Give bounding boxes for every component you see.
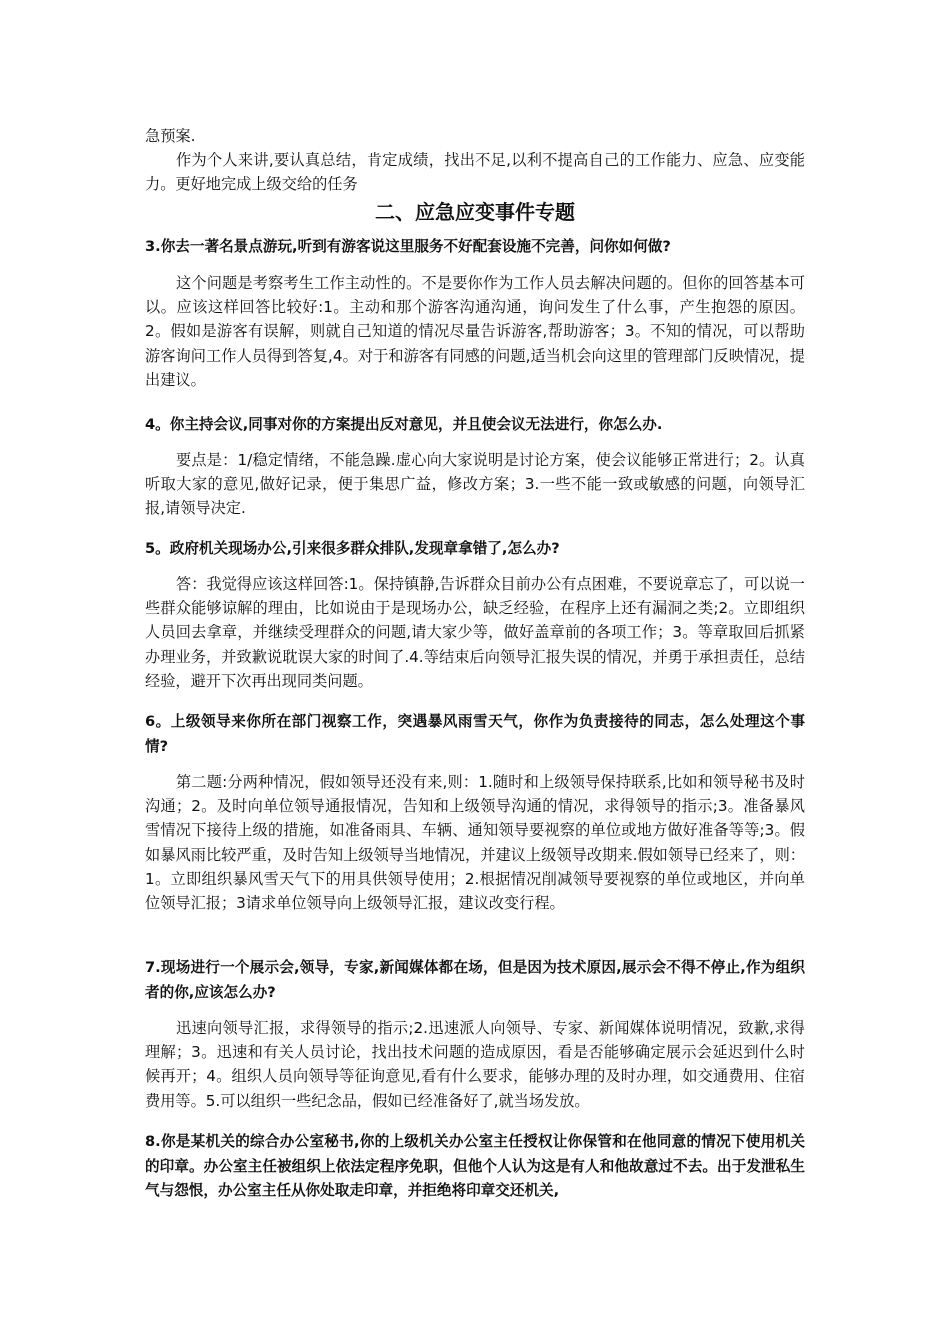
answer-6: 第二题:分两种情况，假如领导还没有来,则：1.随时和上级领导保持联系,比如和领导秘书及时沟通；2。及时向单位领导通报情况，告知和上级领导沟通的情况，求得领导的指示;3。准备暴风雪情况下接待上级的措施，如准备雨具、车辆、通知领导要视察的单位或地方做好准备等等;3。假如暴风雨比较严重，及时告知上级领导当地情况，并建议上级领导改期来.假如领导已经来了，则：1。立即组织暴风雪天气下的用具供领导使用；2.根据情况削减领导要视察的单位或地区，并向单位领导汇报；3请求单位领导向上级领导汇报，建议改变行程。 (145, 773, 805, 913)
question-4: 4。你主持会议,同事对你的方案提出反对意见，并且使会议无法进行，你怎么办. (145, 416, 663, 433)
answer-3: 这个问题是考察考生工作主动性的。不是要你作为工作人员去解决问题的。但你的回答基本可以。应该这样回答比较好:1。主动和那个游客沟通沟通，询问发生了什么事，产生抱怨的原因。2。假如是游客有误解，则就自己知道的情况尽量告诉游客,帮助游客；3。不知的情况，可以帮助游客询问工作人员得到答复,4。对于和游客有同感的问题,适当机会向这里的管理部门反映情况，提出建议。 (145, 274, 805, 389)
intro-paragraph: 作为个人来讲,要认真总结，肯定成绩，找出不足,以利不提高自己的工作能力、应急、应变能力。更好地完成上级交给的任务 (145, 151, 805, 194)
question-7: 7.现场进行一个展示会,领导，专家,新闻媒体都在场，但是因为技术原因,展示会不得不停止,作为组织者的你,应该怎么办? (145, 959, 805, 1001)
question-6: 6。上级领导来你所在部门视察工作，突遇暴风雨雪天气，你作为负责接待的同志，怎么处理这个事情? (145, 713, 805, 755)
answer-5: 答：我觉得应该这样回答:1。保持镇静,告诉群众目前办公有点困难，不要说章忘了，可以说一些群众能够谅解的理由，比如说由于是现场办公，缺乏经验，在程序上还有漏洞之类;2。立即组织人员回去拿章，并继续受理群众的问题,请大家少等，做好盖章前的各项工作；3。等章取回后抓紧办理业务，并致歉说耽误大家的时间了.4.等结束后向领导汇报失误的情况，并勇于承担责任，总结经验，避开下次再出现同类问题。 (145, 575, 805, 690)
answer-4: 要点是：1/稳定情绪，不能急躁.虚心向大家说明是讨论方案，使会议能够正常进行；2。认真听取大家的意见,做好记录，便于集思广益，修改方案；3.一些不能一致或敏感的问题，向领导汇报,请领导决定. (145, 451, 805, 518)
answer-7: 迅速向领导汇报，求得领导的指示;2.迅速派人向领导、专家、新闻媒体说明情况，致歉,求得理解；3。迅速和有关人员讨论，找出技术问题的造成原因，看是否能够确定展示会延迟到什么时候再开；4。组织人员向领导等征询意见,看有什么要求，能够办理的及时办理，如交通费用、住宿费用等。5.可以组织一些纪念品，假如已经准备好了,就当场发放。 (145, 1019, 805, 1110)
question-3: 3.你去一著名景点游玩,听到有游客说这里服务不好配套设施不完善，问你如何做? (145, 238, 671, 255)
section-title: 二、应急应变事件专题 (375, 200, 575, 224)
question-8: 8.你是某机关的综合办公室秘书,你的上级机关办公室主任授权让你保管和在他同意的情况下使用机关的印章。办公室主任被组织上依法定程序免职，但他个人认为这是有人和他故意过不去。出于发泄私生气与怨恨，办公室主任从你处取走印章，并拒绝将印章交还机关, (145, 1133, 805, 1199)
question-5: 5。政府机关现场办公,引来很多群众排队,发现章拿错了,怎么办? (145, 540, 560, 557)
intro-line: 急预案. (145, 127, 196, 145)
